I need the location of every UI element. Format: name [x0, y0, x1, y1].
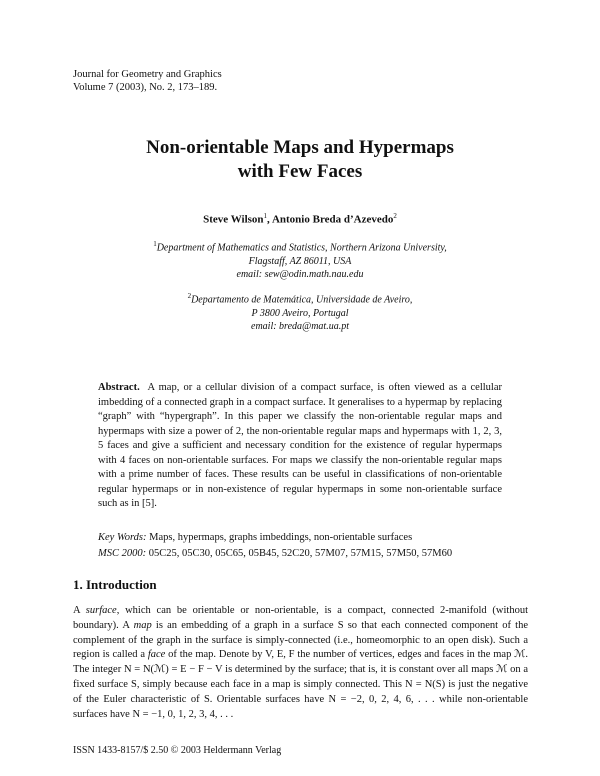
author-2-sup: 2 [393, 212, 397, 220]
keywords-text: Maps, hypermaps, graphs imbeddings, non-orientable surfaces [149, 532, 413, 543]
abstract-text: A map, or a cellular division of a compact surface, is often viewed as a cellular imbedding of a connected graph in a compact surface. It generalises to a hypermap by replacing “graph” with “hypergraph”. In this paper we classify the non-orientable regular maps and hypermaps with size a power of 2, the non-orientable regular maps and hypermaps with 1, 2, 3, 5 faces and give a sufficient and necessary condition for the existence of regular hypermaps with 4 faces on non-orientable surfaces. For maps we classify the non-orientable regular maps with a prime number of faces. These results can be useful in classifications of non-orientable regular hypermaps or in non-existence of regular hypermaps in some non-orientable surface such as in [5]. [98, 382, 503, 509]
section-heading: 1. Introduction [73, 577, 157, 592]
author-1-sup: 1 [263, 212, 268, 220]
affiliation-1-sup: 1 [153, 240, 157, 248]
msc-label: MSC 2000: [98, 548, 147, 559]
affiliation-1 [60, 238, 540, 282]
keywords-label: Key Words: [98, 532, 147, 543]
journal-header [73, 68, 222, 94]
intro-paragraph [73, 604, 528, 722]
title-line-2: with Few Faces [237, 161, 363, 182]
journal-volume: Volume 7 (2003), No. 2, 173–189. [73, 82, 218, 93]
affiliation-1-line2: Flagstaff, AZ 86011, USA [248, 255, 352, 267]
intro-p1-a: A [73, 605, 86, 616]
author-list [60, 212, 540, 226]
affiliation-2-email: email: breda@mat.ua.pt [251, 321, 349, 333]
affiliation-2-line1: Departamento de Matemática, Universidade de Aveiro, [191, 294, 413, 306]
author-1: Steve Wilson [203, 213, 264, 226]
affiliation-1-email: email: sew@odin.math.nau.edu [236, 269, 364, 281]
intro-p1-c: is an embedding of a graph in a surface S so that each connected component of the complement of the graph in the surface is simply-connected (i.e., homeomorphic to an open disk). Such a region is called a [73, 619, 529, 661]
affiliation-1-line1: Department of Mathematics and Statistics, Northern Arizona University, [156, 242, 447, 254]
title-line-1: Non-orientable Maps and Hypermaps [146, 137, 454, 158]
abstract-label: Abstract. [98, 382, 140, 393]
affiliation-2-sup: 2 [187, 292, 192, 300]
msc-text: 05C25, 05C30, 05C65, 05B45, 52C20, 57M07, 57M15, 57M50, 57M60 [148, 548, 453, 559]
paper-title [60, 136, 540, 184]
author-separator: , [267, 213, 272, 226]
intro-term-face: face [147, 649, 166, 661]
abstract [98, 381, 502, 512]
msc-classification [98, 547, 518, 561]
affiliation-2-line2: P 3800 Aveiro, Portugal [251, 307, 349, 319]
affiliation-2 [60, 290, 540, 334]
footer-issn: ISSN 1433-8157/$ 2.50 © 2003 Heldermann Verlag [73, 745, 282, 756]
journal-name: Journal for Geometry and Graphics [73, 69, 222, 80]
intro-p1-d: of the map. Denote by V, E, F the number of vertices, edges and faces in the map ℳ. The integer N = N(ℳ) = E − F − V is determined by the surface; that is, it is constant over all maps ℳ on a fixed surface S, simply because each face in a map is simply connected. This N = N(S) is just the negative of the Euler characteristic of S. Orientable surfaces have N = −2, 0, 2, 4, 6, . . . while non-orientable surfaces have N = −1, 0, 1, 2, 3, 4, . . . [73, 649, 528, 720]
intro-term-map: map [133, 619, 152, 631]
intro-p1-b: , which can be orientable or non-orientable, is a compact, connected 2-manifold (without boundary). A [73, 605, 528, 631]
author-2: Antonio Breda d’Azevedo [271, 213, 394, 226]
keywords [98, 531, 508, 545]
intro-term-surface: surface [85, 605, 117, 616]
